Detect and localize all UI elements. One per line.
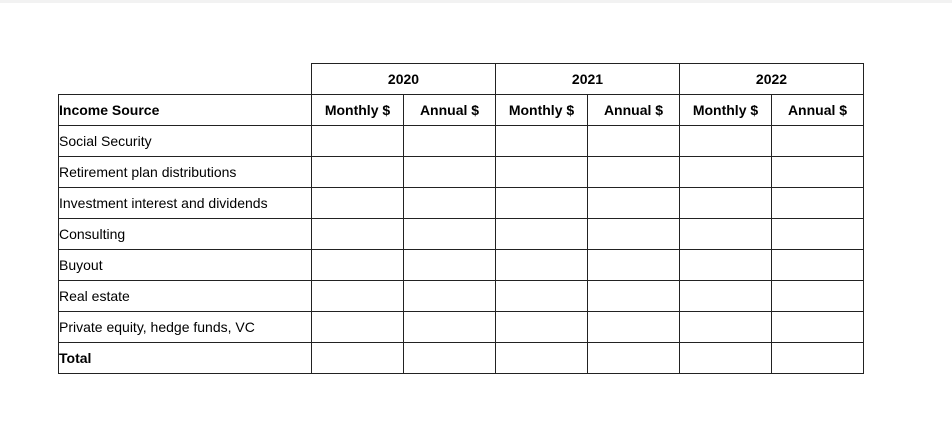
- value-cell[interactable]: [312, 126, 404, 157]
- table-row: [59, 126, 864, 157]
- year-header-2022: 2022: [680, 64, 864, 95]
- table-row: [59, 157, 864, 188]
- value-cell[interactable]: [404, 250, 496, 281]
- value-cell[interactable]: [312, 343, 404, 374]
- year-header-row: [59, 64, 864, 95]
- value-cell[interactable]: [496, 219, 588, 250]
- value-cell[interactable]: [404, 281, 496, 312]
- row-label: Consulting: [59, 219, 312, 250]
- value-cell[interactable]: [772, 157, 864, 188]
- table-row: [59, 281, 864, 312]
- year-header-2020: 2020: [312, 64, 496, 95]
- value-cell[interactable]: [404, 126, 496, 157]
- monthly-header-2022: Monthly $: [680, 95, 772, 126]
- table-row: [59, 219, 864, 250]
- value-cell[interactable]: [404, 312, 496, 343]
- value-cell[interactable]: [588, 188, 680, 219]
- value-cell[interactable]: [312, 312, 404, 343]
- value-cell[interactable]: [680, 281, 772, 312]
- annual-header-2021: Annual $: [588, 95, 680, 126]
- value-cell[interactable]: [312, 281, 404, 312]
- value-cell[interactable]: [772, 126, 864, 157]
- table-row: [59, 250, 864, 281]
- value-cell[interactable]: [588, 126, 680, 157]
- value-cell[interactable]: [772, 281, 864, 312]
- row-label: Social Security: [59, 126, 312, 157]
- row-label: Investment interest and dividends: [59, 188, 312, 219]
- value-cell[interactable]: [496, 250, 588, 281]
- value-cell[interactable]: [312, 157, 404, 188]
- table-row: [59, 188, 864, 219]
- value-cell[interactable]: [772, 312, 864, 343]
- value-cell[interactable]: [496, 126, 588, 157]
- monthly-header-2020: Monthly $: [312, 95, 404, 126]
- value-cell[interactable]: [404, 219, 496, 250]
- row-label: Buyout: [59, 250, 312, 281]
- year-header-2021: 2021: [496, 64, 680, 95]
- value-cell[interactable]: [496, 281, 588, 312]
- value-cell[interactable]: [772, 219, 864, 250]
- value-cell[interactable]: [496, 312, 588, 343]
- total-row: [59, 343, 864, 374]
- value-cell[interactable]: [680, 188, 772, 219]
- value-cell[interactable]: [312, 219, 404, 250]
- value-cell[interactable]: [680, 157, 772, 188]
- value-cell[interactable]: [496, 343, 588, 374]
- value-cell[interactable]: [312, 250, 404, 281]
- total-label: Total: [59, 343, 312, 374]
- value-cell[interactable]: [588, 157, 680, 188]
- value-cell[interactable]: [588, 312, 680, 343]
- row-label: Private equity, hedge funds, VC: [59, 312, 312, 343]
- income-source-table: [58, 63, 864, 374]
- value-cell[interactable]: [404, 157, 496, 188]
- value-cell[interactable]: [496, 188, 588, 219]
- value-cell[interactable]: [772, 188, 864, 219]
- row-label: Retirement plan distributions: [59, 157, 312, 188]
- table-row: [59, 312, 864, 343]
- value-cell[interactable]: [680, 219, 772, 250]
- value-cell[interactable]: [588, 219, 680, 250]
- value-cell[interactable]: [404, 343, 496, 374]
- value-cell[interactable]: [680, 343, 772, 374]
- value-cell[interactable]: [404, 188, 496, 219]
- column-header-row: [59, 95, 864, 126]
- value-cell[interactable]: [680, 312, 772, 343]
- value-cell[interactable]: [588, 281, 680, 312]
- value-cell[interactable]: [772, 250, 864, 281]
- value-cell[interactable]: [772, 343, 864, 374]
- annual-header-2022: Annual $: [772, 95, 864, 126]
- value-cell[interactable]: [496, 157, 588, 188]
- value-cell[interactable]: [588, 250, 680, 281]
- top-strip: [0, 0, 952, 3]
- annual-header-2020: Annual $: [404, 95, 496, 126]
- value-cell[interactable]: [588, 343, 680, 374]
- monthly-header-2021: Monthly $: [496, 95, 588, 126]
- value-cell[interactable]: [312, 188, 404, 219]
- blank-corner-cell: [59, 64, 312, 95]
- value-cell[interactable]: [680, 250, 772, 281]
- row-label: Real estate: [59, 281, 312, 312]
- income-source-header: Income Source: [59, 95, 312, 126]
- value-cell[interactable]: [680, 126, 772, 157]
